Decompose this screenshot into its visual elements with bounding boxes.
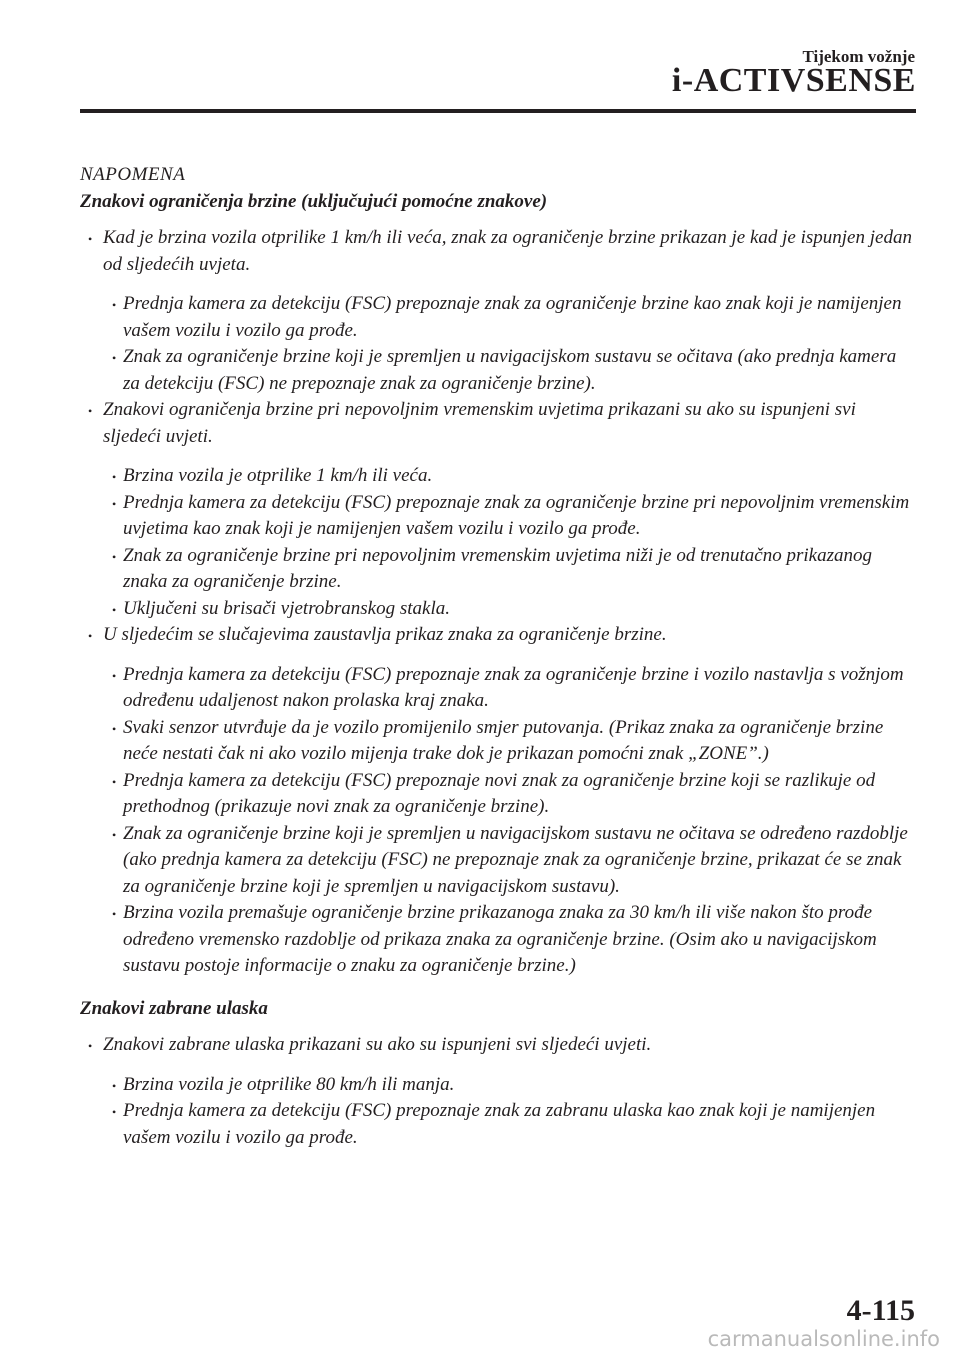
page-number: 4-115 — [846, 1294, 915, 1327]
sub-list-item: • Brzina vozila je otprilike 1 km/h ili veća. — [80, 463, 915, 490]
section-heading-speed-limit: Znakovi ograničenja brzine (uključujući pomoćne znakove) — [80, 190, 548, 212]
sub-list-item: • Prednja kamera za detekciju (FSC) prepoznaje znak za ograničenje brzine i vozilo nastavlja s vožnjom određenu udaljenost nakon prolaska kraj znaka. — [80, 662, 915, 715]
sub-list-item: • Prednja kamera za detekciju (FSC) prepoznaje znak za ograničenje brzine kao znak koji je namijenjen vašem vozilu i vozilo ga prođe. — [80, 291, 915, 344]
list-item: • U sljedećim se slučajevima zaustavlja prikaz znaka za ograničenje brzine. — [80, 622, 915, 649]
list-item: • Znakovi zabrane ulaska prikazani su ako su ispunjeni svi sljedeći uvjeti. — [80, 1032, 915, 1059]
note-label: NAPOMENA — [80, 164, 186, 185]
list-item: • Kad je brzina vozila otprilike 1 km/h ili veća, znak za ograničenje brzine prikazan je kad je ispunjen jedan od sljedećih uvjeta. — [80, 225, 915, 278]
section-label: Tijekom vožnje — [802, 47, 915, 66]
sub-list-item: • Znak za ograničenje brzine pri nepovoljnim vremenskim uvjetima niži je od trenutačno prikazanog znaka za ograničenje brzine. — [80, 543, 915, 596]
watermark: carmanualsonline.info — [707, 1327, 940, 1351]
sub-list-item: • Znak za ograničenje brzine koji je spremljen u navigacijskom sustavu se očitava (ako prednja kamera za detekciju (FSC) ne prepoznaje znak za ograničenje brzine). — [80, 344, 915, 397]
list-item: • Znakovi ograničenja brzine pri nepovoljnim vremenskim uvjetima prikazani su ako su ispunjeni svi sljedeći uvjeti. — [80, 397, 915, 450]
sub-list-item: • Brzina vozila premašuje ograničenje brzine prikazanoga znaka za 30 km/h ili više nakon što prođe određeno vremensko razdoblje od prikaza znaka za ograničenje brzine. (Osim ako u navigacijskom sustavu postoje informacije o znaku za ograničenje brzine.) — [80, 900, 915, 980]
header-divider — [80, 109, 916, 113]
sub-list-item: • Uključeni su brisači vjetrobranskog stakla. — [80, 596, 915, 623]
chapter-title: i-ACTIVSENSE — [671, 62, 916, 99]
sub-list-item: • Prednja kamera za detekciju (FSC) prepoznaje znak za zabranu ulaska kao znak koji je namijenjen vašem vozilu i vozilo ga prođe. — [80, 1098, 915, 1151]
sub-list-item: • Znak za ograničenje brzine koji je spremljen u navigacijskom sustavu ne očitava se određeno razdoblje (ako prednja kamera za detekciju (FSC) ne prepoznaje znak za ograničenje brzine, prikazat će se znak za ograničenje brzine koji je spremljen u navigacijskom sustavu). — [80, 821, 915, 901]
sub-list-item: • Prednja kamera za detekciju (FSC) prepoznaje novi znak za ograničenje brzine koji se razlikuje od prethodnog (prikazuje novi znak za ograničenje brzine). — [80, 768, 915, 821]
sub-list-item: • Svaki senzor utvrđuje da je vozilo promijenilo smjer putovanja. (Prikaz znaka za ograničenje brzine neće nestati čak ni ako vozilo mijenja trake dok je prikazan pomoćni znak „ZONE”.) — [80, 715, 915, 768]
section-heading-no-entry: Znakovi zabrane ulaska — [80, 997, 268, 1019]
sub-list-item: • Prednja kamera za detekciju (FSC) prepoznaje znak za ograničenje brzine pri nepovoljnim vremenskim uvjetima kao znak koji je namijenjen vašem vozilu i vozilo ga prođe. — [80, 490, 915, 543]
sub-list-item: • Brzina vozila je otprilike 80 km/h ili manja. — [80, 1072, 915, 1099]
note-content — [80, 162, 915, 1151]
